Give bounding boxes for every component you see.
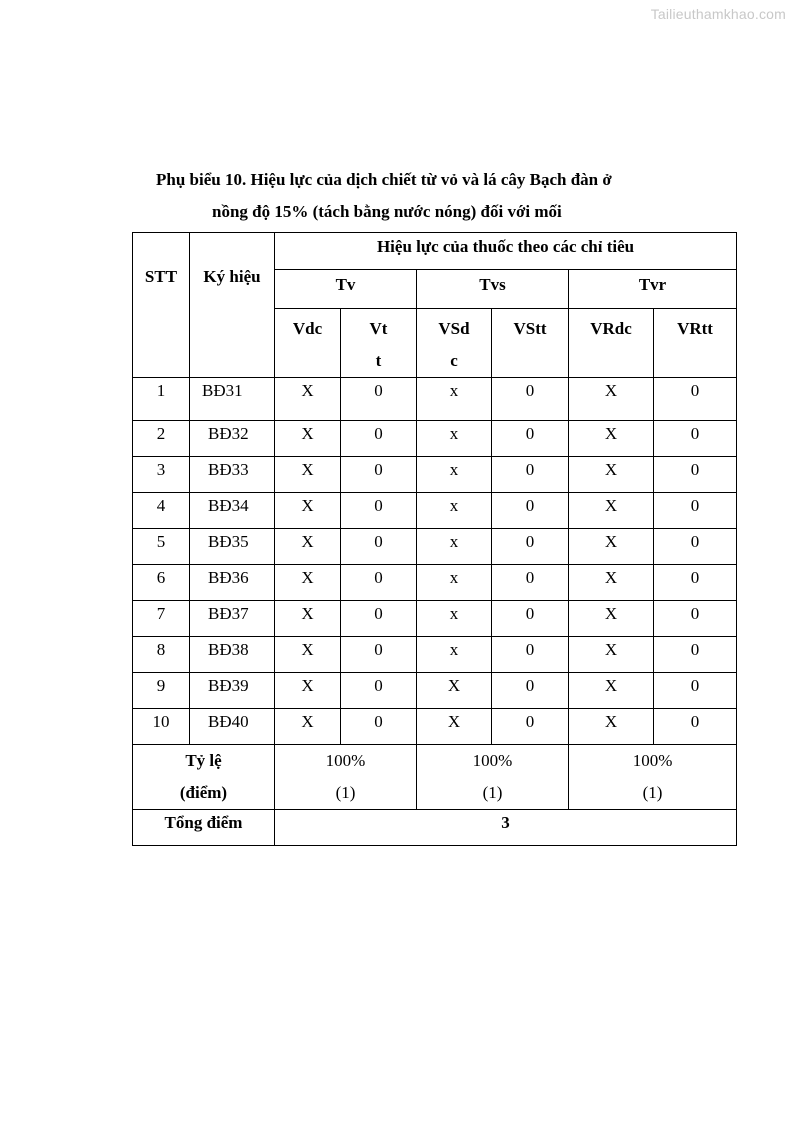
row-value: X (275, 457, 341, 493)
row-value: X (275, 601, 341, 637)
row-stt: 8 (133, 637, 190, 673)
row-stt: 2 (133, 421, 190, 457)
table-row (133, 457, 737, 493)
row-value: X (275, 673, 341, 709)
row-value: X (417, 709, 492, 745)
table-row (133, 565, 737, 601)
header-vrdc (569, 309, 654, 378)
row-value: 0 (654, 421, 737, 457)
ty-le-pts: (1) (642, 783, 663, 802)
watermark: Tailieuthamkhao.com (650, 6, 786, 22)
row-value: X (275, 709, 341, 745)
row-value: X (569, 457, 654, 493)
subcol-line1: VStt (513, 319, 547, 338)
row-ky-hieu: BĐ31 (190, 378, 275, 421)
row-value: X (569, 673, 654, 709)
header-group-title: Hiệu lực của thuốc theo các chỉ tiêu (275, 233, 737, 270)
row-stt: 5 (133, 529, 190, 565)
row-value: x (417, 565, 492, 601)
ty-le-tvs (417, 745, 569, 810)
table-row (133, 378, 737, 421)
header-vtt (341, 309, 417, 378)
ty-le-label-line1: Tỷ lệ (185, 751, 222, 770)
ty-le-tv (275, 745, 417, 810)
subcol-line1: VSd (438, 319, 470, 338)
header-tv: Tv (275, 270, 417, 309)
table-title-line-2: nồng độ 15% (tách bằng nước nóng) đối với mối (212, 202, 562, 221)
row-value: 0 (492, 673, 569, 709)
table-title-line-1: Phụ biểu 10. Hiệu lực của dịch chiết từ vỏ và lá cây Bạch đàn ở (156, 170, 612, 189)
header-vstt (492, 309, 569, 378)
table-row (133, 529, 737, 565)
table-row (133, 421, 737, 457)
ty-le-pct: 100% (325, 751, 366, 770)
header-vrtt (654, 309, 737, 378)
subcol-line1: Vdc (292, 319, 323, 338)
header-tvr: Tvr (569, 270, 737, 309)
ty-le-row (133, 745, 737, 810)
subcol-line1: VRtt (677, 319, 713, 338)
row-value: 0 (654, 378, 737, 421)
row-value: x (417, 493, 492, 529)
row-stt: 3 (133, 457, 190, 493)
row-value: X (569, 565, 654, 601)
ty-le-pct: 100% (632, 751, 673, 770)
row-value: 0 (654, 565, 737, 601)
row-ky-hieu: BĐ34 (190, 493, 275, 529)
row-value: X (275, 565, 341, 601)
subcol-line1: Vt (369, 319, 388, 338)
header-vdc (275, 309, 341, 378)
row-stt: 1 (133, 378, 190, 421)
subcol-line2: t (375, 351, 382, 370)
row-stt: 4 (133, 493, 190, 529)
row-ky-hieu: BĐ33 (190, 457, 275, 493)
ty-le-label-line2: (điểm) (179, 783, 228, 802)
row-value: 0 (492, 493, 569, 529)
row-value: 0 (654, 457, 737, 493)
row-ky-hieu: BĐ36 (190, 565, 275, 601)
row-value: 0 (654, 709, 737, 745)
ty-le-label (133, 745, 275, 810)
row-value: 0 (654, 529, 737, 565)
row-ky-hieu: BĐ39 (190, 673, 275, 709)
ty-le-pts: (1) (335, 783, 356, 802)
row-value: 0 (492, 565, 569, 601)
row-value: 0 (341, 421, 417, 457)
row-value: 0 (492, 378, 569, 421)
row-value: 0 (341, 529, 417, 565)
row-value: 0 (654, 637, 737, 673)
row-value: X (275, 421, 341, 457)
ty-le-tvr (569, 745, 737, 810)
row-ky-hieu: BĐ32 (190, 421, 275, 457)
row-value: x (417, 601, 492, 637)
table-row (133, 493, 737, 529)
row-value: X (569, 601, 654, 637)
row-value: X (275, 637, 341, 673)
row-value: 0 (492, 529, 569, 565)
header-ky-hieu: Ký hiệu (190, 233, 275, 378)
row-value: 0 (492, 601, 569, 637)
table-row (133, 709, 737, 745)
row-value: 0 (492, 637, 569, 673)
tong-diem-row (133, 810, 737, 846)
row-value: 0 (341, 493, 417, 529)
subcol-line1: VRdc (590, 319, 632, 338)
results-table (132, 232, 737, 846)
subcol-line2: c (450, 351, 458, 370)
row-value: 0 (341, 565, 417, 601)
row-value: X (275, 493, 341, 529)
row-value: X (569, 637, 654, 673)
header-stt: STT (133, 233, 190, 378)
row-value: 0 (492, 421, 569, 457)
row-value: x (417, 421, 492, 457)
row-value: 0 (654, 601, 737, 637)
row-value: X (569, 421, 654, 457)
row-stt: 9 (133, 673, 190, 709)
row-value: X (275, 529, 341, 565)
header-vsdc (417, 309, 492, 378)
table-row (133, 637, 737, 673)
row-stt: 10 (133, 709, 190, 745)
tong-diem-label: Tổng điểm (133, 810, 275, 846)
row-value: 0 (492, 457, 569, 493)
row-ky-hieu: BĐ40 (190, 709, 275, 745)
row-value: 0 (341, 601, 417, 637)
data-rows (133, 378, 737, 745)
row-value: 0 (341, 673, 417, 709)
row-value: X (569, 529, 654, 565)
row-value: x (417, 637, 492, 673)
header-tvs: Tvs (417, 270, 569, 309)
tong-diem-value: 3 (275, 810, 737, 846)
ty-le-pct: 100% (472, 751, 513, 770)
row-value: x (417, 457, 492, 493)
row-value: x (417, 529, 492, 565)
row-stt: 7 (133, 601, 190, 637)
row-value: 0 (341, 378, 417, 421)
row-value: X (569, 493, 654, 529)
table-row (133, 601, 737, 637)
row-ky-hieu: BĐ35 (190, 529, 275, 565)
header-row-1 (133, 233, 737, 270)
row-value: x (417, 378, 492, 421)
row-stt: 6 (133, 565, 190, 601)
row-value: 0 (341, 637, 417, 673)
row-ky-hieu: BĐ37 (190, 601, 275, 637)
row-value: X (275, 378, 341, 421)
row-value: X (569, 378, 654, 421)
row-value: 0 (492, 709, 569, 745)
row-value: 0 (341, 457, 417, 493)
row-value: 0 (341, 709, 417, 745)
ty-le-pts: (1) (482, 783, 503, 802)
row-value: 0 (654, 493, 737, 529)
table-row (133, 673, 737, 709)
row-ky-hieu: BĐ38 (190, 637, 275, 673)
row-value: X (569, 709, 654, 745)
row-value: 0 (654, 673, 737, 709)
row-value: X (417, 673, 492, 709)
